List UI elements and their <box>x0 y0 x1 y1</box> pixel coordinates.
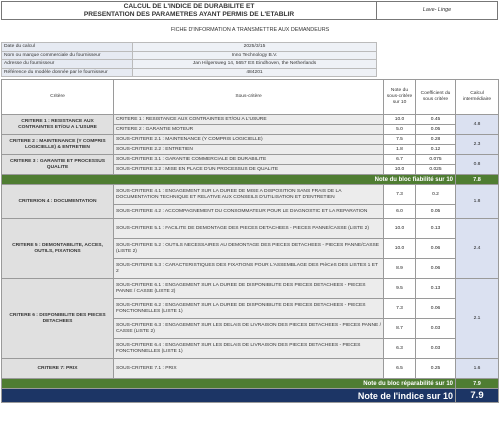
product-category: Lave- Linge <box>377 1 498 20</box>
subcriterion-coefficient: 0.2 <box>416 185 456 205</box>
subcriterion-coefficient: 0.28 <box>416 135 456 145</box>
bloc-reparabilite-value: 7.9 <box>456 379 499 389</box>
col-header-sous-critere: Sous-critère <box>114 80 384 115</box>
criterion-intermediate: 1.6 <box>456 359 499 379</box>
subcriterion-coefficient: 0.25 <box>416 359 456 379</box>
subcriterion-coefficient: 0.13 <box>416 219 456 239</box>
subcriterion-coefficient: 0.03 <box>416 319 456 339</box>
subcriterion-note: 10.0 <box>384 165 416 175</box>
col-header-coefficient: Coefficient du sous critère <box>416 80 456 115</box>
subcriterion-coefficient: 0.05 <box>416 125 456 135</box>
subcriterion-label: SOUS-CRITERE 6.1 : ENGAGEMENT SUR LA DUREE DE DISPONIBILITE DES PIECES DETACHEES - PIECES PANNE / CASSE (LISTE 2) <box>114 279 384 299</box>
info-label: Date du calcul <box>2 43 133 52</box>
info-row <box>2 51 377 60</box>
bloc-fiabilite-value: 7.8 <box>456 175 499 185</box>
title-line-2: PRESENTATION DES PARAMETRES AYANT PERMIS DE L'ETABLIR <box>83 11 295 19</box>
subcriterion-coefficient: 0.45 <box>416 115 456 125</box>
subcriterion-note: 10.0 <box>384 239 416 259</box>
bloc-fiabilite <box>2 175 499 185</box>
subcriterion-coefficient: 0.06 <box>416 259 456 279</box>
subcriterion-label: SOUS-CRITERE 5.3 : CARACTERISTIQUES DES FIXATIONS POUR L'ASSEMBLAGE DES PIèCeS DES LISTES 1 ET 2 <box>114 259 384 279</box>
criterion-name: CRITERE 7: PRIX <box>2 359 114 379</box>
subcriterion-coefficient: 0.06 <box>416 239 456 259</box>
col-header-calcul: Calcul intermédiaire <box>456 80 499 115</box>
subcriterion-note: 8.7 <box>384 319 416 339</box>
criterion-intermediate: 0.8 <box>456 155 499 175</box>
criterion-name: CRITERE 1 : RESISTANCE AUX CONTRAINTES ET/OU A L'USURE <box>2 115 114 135</box>
subcriterion-note: 9.5 <box>384 279 416 299</box>
criterion-intermediate: 1.8 <box>456 185 499 219</box>
info-row <box>2 43 377 52</box>
subcriterion-label: SOUS-CRITERE 3.2 : MISE EN PLACE D'UN PROCESSUS DE QUALITE <box>114 165 384 175</box>
score-table <box>1 79 499 403</box>
subcriterion-coefficient: 0.13 <box>416 279 456 299</box>
final-score-label: Note de l'indice sur 10 <box>2 389 456 403</box>
final-score-row <box>2 389 499 403</box>
table-row <box>2 115 499 125</box>
info-label: Adresse du fournisseur <box>2 60 133 69</box>
subcriterion-label: SOUS-CRITERE 5.2 : OUTILS NECESSAIRES AU DEMONTAGE DES PIECES DETACHEES - PIECES PANNE/CASSE (LISTE 2) <box>114 239 384 259</box>
bloc-reparabilite <box>2 379 499 389</box>
info-value: 484201 <box>133 68 377 77</box>
criterion-name: CRITERE 5 : DEMONTABILITE, ACCES, OUTILS, FIXATIONS <box>2 219 114 279</box>
table-row <box>2 135 499 145</box>
info-label: Nom ou marque commerciale du fournisseur <box>2 51 133 60</box>
subcriterion-coefficient: 0.05 <box>416 205 456 219</box>
subcriterion-note: 6.0 <box>384 205 416 219</box>
final-score-value: 7.9 <box>456 389 499 403</box>
title-line-1: CALCUL DE L'INDICE DE DURABILITE ET <box>123 3 255 10</box>
subcriterion-label: SOUS-CRITERE 2.1 : MAINTENANCE (Y COMPRIS LOGICIELLE) <box>114 135 384 145</box>
info-row <box>2 68 377 77</box>
subcriterion-label: CRITERE 2 : GARANTIE MOTEUR <box>114 125 384 135</box>
subcriterion-note: 7.3 <box>384 185 416 205</box>
criterion-intermediate: 2.4 <box>456 219 499 279</box>
subcriterion-note: 7.3 <box>384 299 416 319</box>
bloc-fiabilite-label: Note du bloc fiabilité sur 10 <box>2 175 456 185</box>
criterion-intermediate: 4.8 <box>456 115 499 135</box>
subcriterion-label: SOUS-CRITERE 2.2 : ENTRETIEN <box>114 145 384 155</box>
subcriterion-note: 6.5 <box>384 359 416 379</box>
criterion-intermediate: 2.1 <box>456 279 499 359</box>
info-value: Jan Hilgersweg 14, 5657 ES Eindhoven, the Netherlands <box>133 60 377 69</box>
col-header-critere: Critère <box>2 80 114 115</box>
subcriterion-coefficient: 0.075 <box>416 155 456 165</box>
subcriterion-label: SOUS-CRITERE 4.2 : ACCOMPAGNEMENT DU CONSOMMATEUR POUR LE DIAGNOSTIC ET LA REPARATION <box>114 205 384 219</box>
subcriterion-label: SOUS-CRITERE 3.1 : GARANTIE COMMERCIALE DE DURABILITE <box>114 155 384 165</box>
subcriterion-note: 6.7 <box>384 155 416 165</box>
document-title <box>1 1 377 20</box>
table-row <box>2 155 499 165</box>
subcriterion-label: CRITERE 1 : RESISTANCE AUX CONTRAINTES ET/OU A L'USURE <box>114 115 384 125</box>
info-row <box>2 60 377 69</box>
col-header-note: Note du sous-critère sur 10 <box>384 80 416 115</box>
table-row <box>2 279 499 299</box>
subcriterion-label: SOUS-CRITERE 7.1 : PRIX <box>114 359 384 379</box>
info-value: 2025/3/15 <box>133 43 377 52</box>
table-row <box>2 219 499 239</box>
subcriterion-note: 8.9 <box>384 259 416 279</box>
criterion-intermediate: 2.3 <box>456 135 499 155</box>
table-header-row <box>2 80 499 115</box>
subcriterion-coefficient: 0.12 <box>416 145 456 155</box>
subcriterion-label: SOUS-CRITERE 6.2 : ENGAGEMENT SUR LA DUREE DE DISPONIBILITE DES PIECES DETACHEES - PIECES FONCTIONNELLES (LISTE 1) <box>114 299 384 319</box>
subcriterion-label: SOUS-CRITERE 6.4 : ENGAGEMENT SUR LES DELAIS DE LIVRAISON DES PIECES DETACHEES - PIECES FONCTIONNELLES (LISTE 1) <box>114 339 384 359</box>
subcriterion-note: 10.0 <box>384 115 416 125</box>
subcriterion-coefficient: 0.03 <box>416 339 456 359</box>
subcriterion-note: 5.0 <box>384 125 416 135</box>
subcriterion-note: 6.3 <box>384 339 416 359</box>
criterion-name: CRITERE 2 : MAINTENANCE (Y COMPRIS LOGICIELLE) & ENTRETIEN <box>2 135 114 155</box>
subcriterion-note: 1.8 <box>384 145 416 155</box>
subcriterion-note: 10.0 <box>384 219 416 239</box>
criterion-name: CRITERION 4 : DOCUMENTATION <box>2 185 114 219</box>
table-row <box>2 359 499 379</box>
criterion-name: CRITERE 3 : GARANTIE ET PROCESSUS QUALITE <box>2 155 114 175</box>
info-value: Inno Technology B.V. <box>133 51 377 60</box>
subcriterion-note: 7.5 <box>384 135 416 145</box>
subcriterion-label: SOUS-CRITERE 4.1 : ENGAGEMENT SUR LA DUREE DE MISE A DISPOSITION SANS FRAIS DE LA DOCUMENTATION TECHNIQUE ET RELATIVE AUX CONSEILS D'UTILISATION ET D'ENTRETIEN <box>114 185 384 205</box>
info-label: Référence du modèle donnée par le fournisseur <box>2 68 133 77</box>
subcriterion-coefficient: 0.025 <box>416 165 456 175</box>
subcriterion-label: SOUS-CRITERE 5.1 : FACILITE DE DEMONTAGE DES PIECES DETACHEES - PIECES PANNE/CASSE (LISTE 2) <box>114 219 384 239</box>
criterion-name: CRITERE 6 : DISPONIBILITE DES PIECES DETACHEES <box>2 279 114 359</box>
bloc-reparabilite-label: Note du bloc réparabilité sur 10 <box>2 379 456 389</box>
form-subtitle: FICHE D'INFORMATION A TRANSMETTRE AUX DEMANDEURS <box>170 27 330 33</box>
table-row <box>2 185 499 205</box>
supplier-info-table <box>1 42 377 77</box>
subcriterion-coefficient: 0.06 <box>416 299 456 319</box>
subcriterion-label: SOUS-CRITERE 6.3 : ENGAGEMENT SUR LES DELAIS DE LIVRAISON DES PIECES DETACHEES - PIECES PANNE / CASSE (LISTE 2) <box>114 319 384 339</box>
